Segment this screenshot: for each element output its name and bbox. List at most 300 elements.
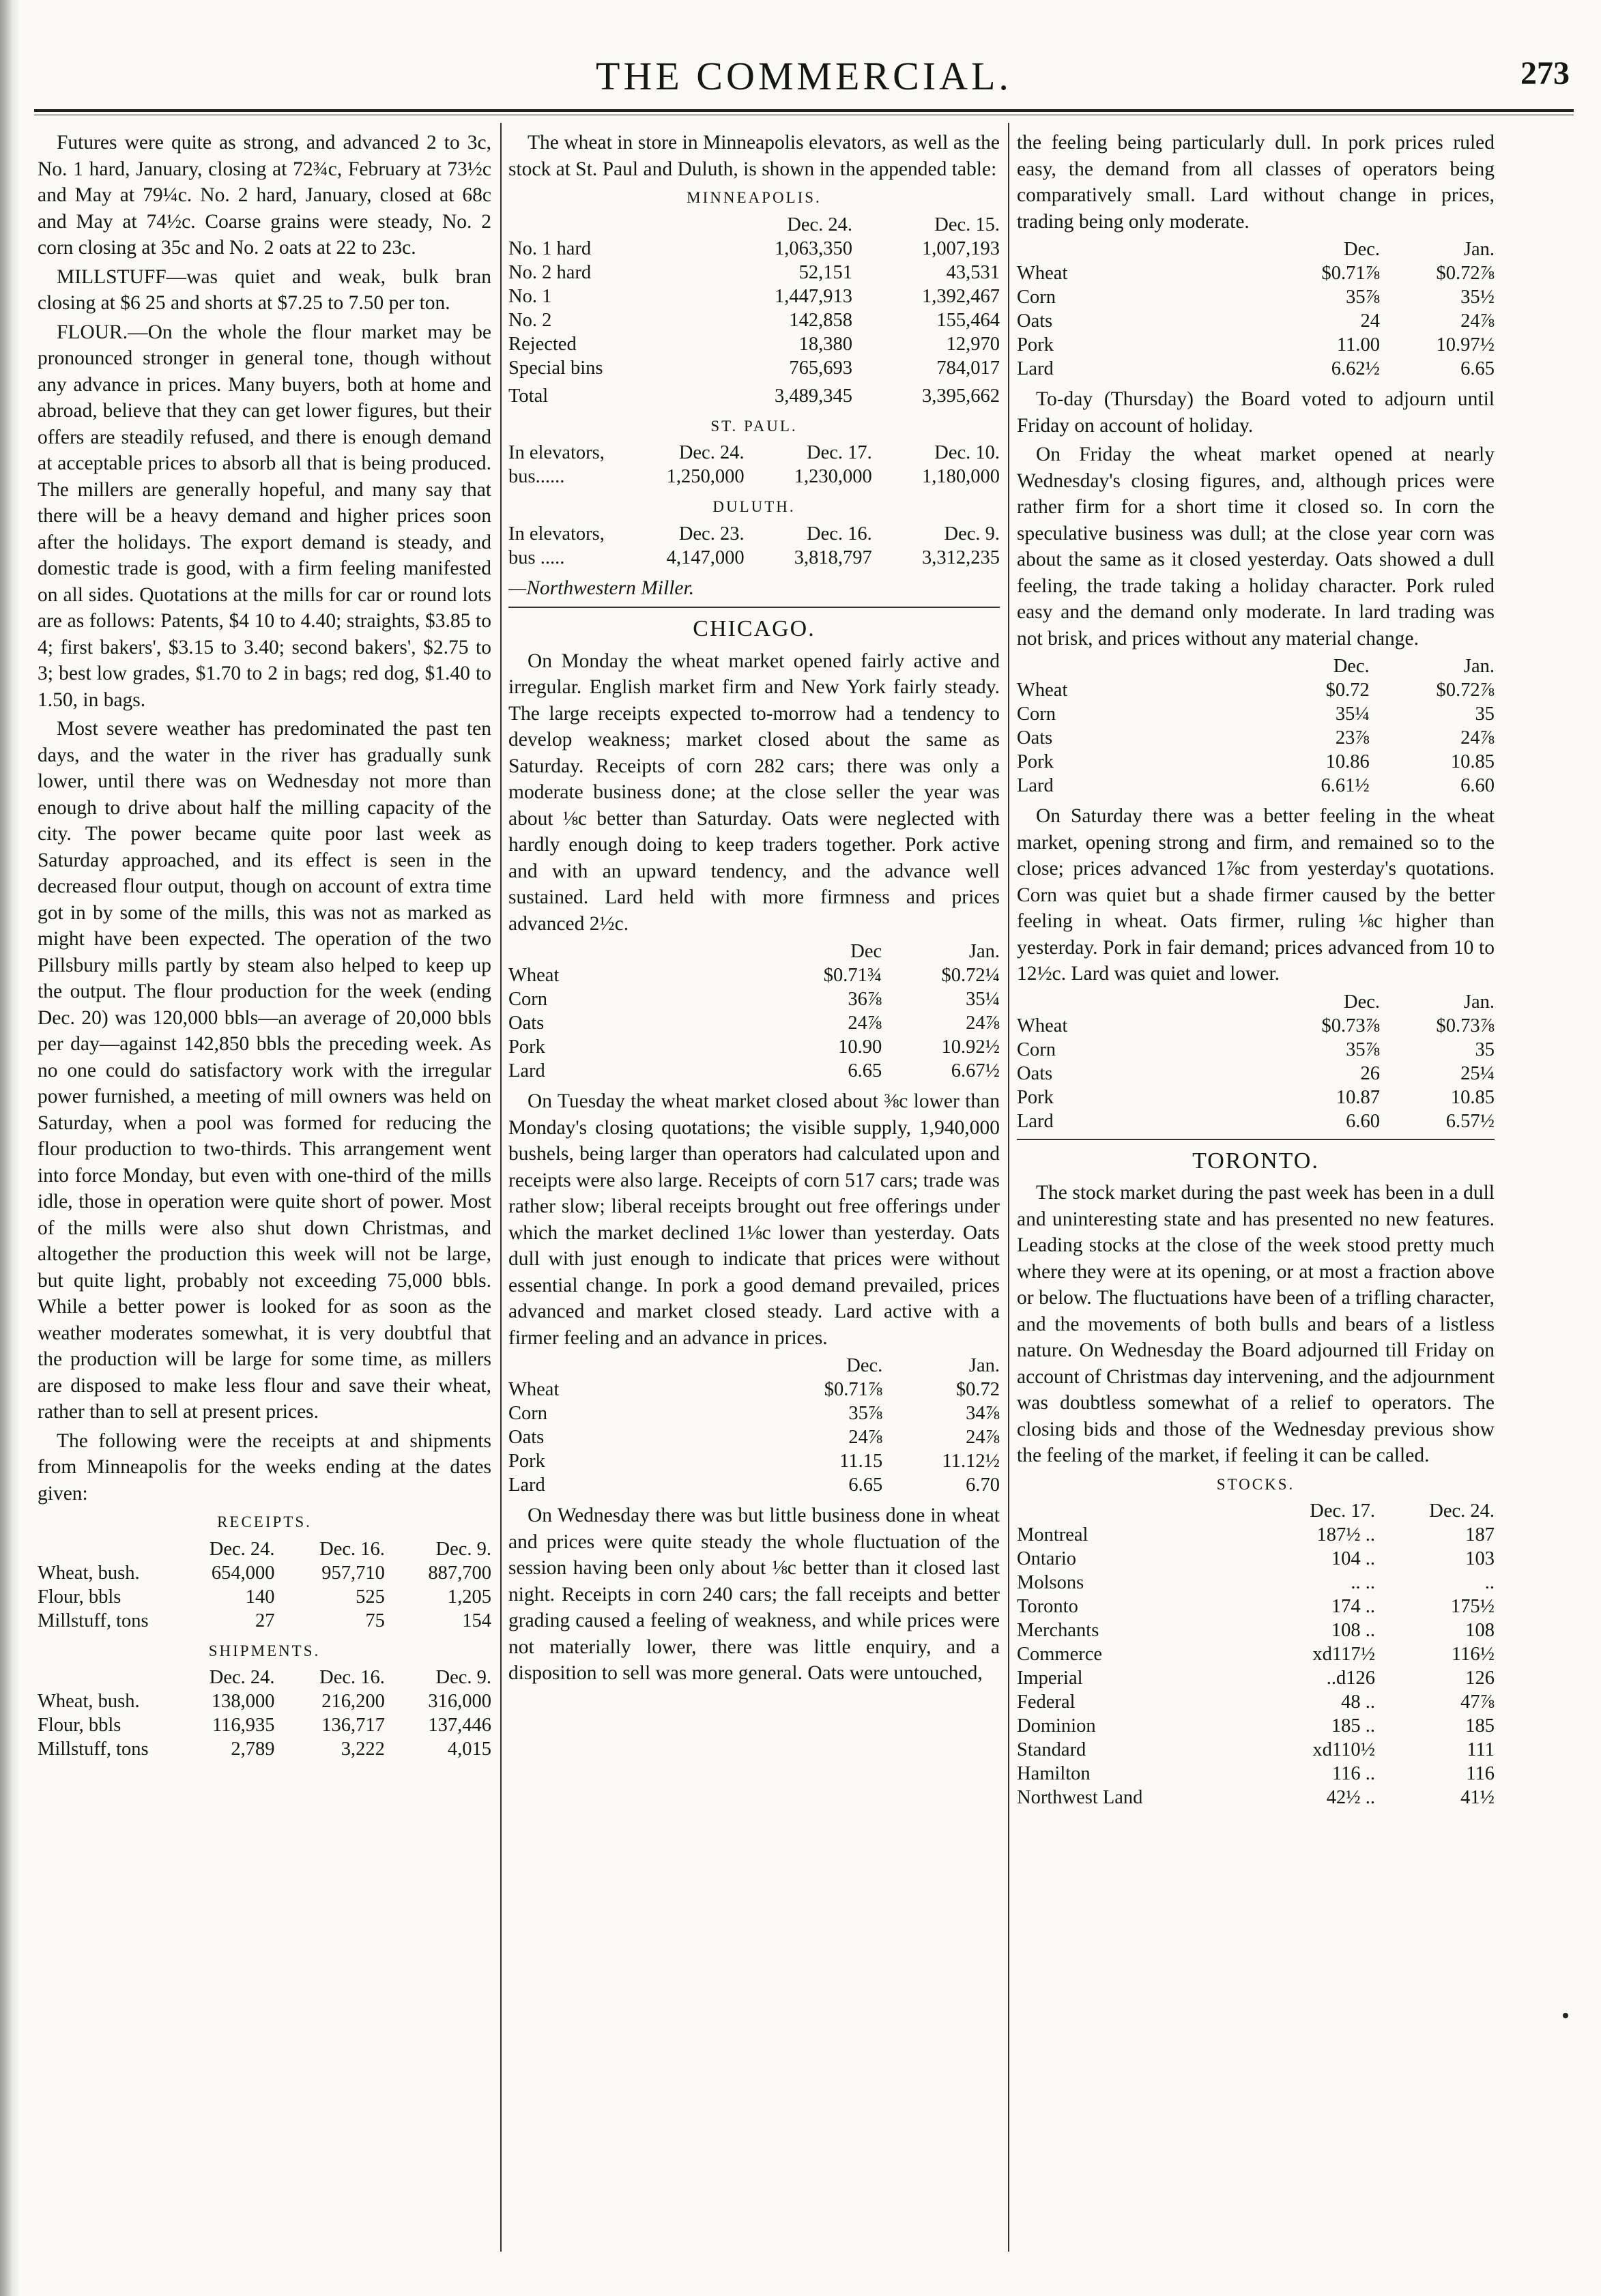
- table-row: [38, 1609, 491, 1633]
- toronto-title: TORONTO.: [1192, 1148, 1319, 1174]
- cell-value: $0.72⅞: [1436, 263, 1495, 284]
- cell-value: 12,970: [946, 333, 1000, 355]
- cell-value: 10.92½: [941, 1036, 1000, 1058]
- cell-value: 6.67½: [951, 1060, 1000, 1081]
- cell-value: 3,489,345: [775, 385, 852, 407]
- cell-value: 34⅞: [966, 1403, 1000, 1424]
- table-row: [508, 237, 1000, 261]
- table-row: [1017, 309, 1495, 333]
- cell-value: $0.72⅞: [1436, 680, 1495, 701]
- row-label: Wheat: [508, 1379, 560, 1400]
- cell-value: 6.60: [1460, 775, 1495, 796]
- table-row: [1017, 1086, 1495, 1109]
- row-label: Lard: [1017, 1110, 1054, 1132]
- row-label: Millstuff, tons: [38, 1739, 149, 1760]
- cell-value: 43,531: [946, 261, 1000, 283]
- paragraph-toronto: The stock market during the past week has been in a dull and uninteresting state and has presented no new features. Leading stocks at the close of the week stood pretty much where they were at its opening, or at most a fraction above or below. The fluctuations have been of a trifling character, and the movements of both bulls and bears of a listless nature. On Wednesday the Board adjourned till Friday on account of Christmas day intervening, and the adjournment was doubtless somewhat of a relief to operators. The closing bids and those of the Wednesday previous show the feeling of the market, if feeling it can be called.: [1017, 1182, 1495, 1466]
- tuesday-prices-table: [508, 1354, 1000, 1497]
- table-header: Dec.: [1343, 991, 1380, 1013]
- cell-value: xd117½: [1312, 1644, 1375, 1665]
- row-label: No. 2 hard: [508, 261, 592, 283]
- table-row: [1017, 750, 1495, 774]
- shipments-table: [38, 1666, 491, 1761]
- cell-value: 10.97½: [1436, 334, 1495, 355]
- cell-value: 75: [365, 1610, 385, 1631]
- row-label: In elevators,: [508, 442, 605, 463]
- table-header: Dec. 9.: [435, 1538, 491, 1560]
- row-label: Wheat: [508, 965, 560, 986]
- cell-value: 1,063,350: [775, 237, 852, 259]
- cell-value: $0.72¼: [941, 965, 1000, 986]
- cell-value: 10.86: [1325, 751, 1370, 772]
- cell-value: 4,015: [447, 1739, 491, 1760]
- table-row: [1017, 1690, 1495, 1714]
- cell-value: 6.65: [848, 1060, 882, 1081]
- row-label: Corn: [508, 989, 547, 1010]
- cell-value: 24⅞: [1460, 310, 1495, 332]
- cell-value: 25¼: [1460, 1062, 1495, 1084]
- row-label: Wheat: [1017, 680, 1068, 701]
- table-row: [1017, 726, 1495, 750]
- cell-value: 35¼: [966, 989, 1000, 1010]
- cell-value: 111: [1467, 1739, 1495, 1760]
- cell-value: $0.71⅞: [824, 1379, 883, 1400]
- cell-value: 35: [1475, 1038, 1495, 1060]
- cell-value: 126: [1465, 1668, 1495, 1689]
- row-label: Imperial: [1017, 1668, 1083, 1689]
- cell-value: 42½ ..: [1326, 1787, 1375, 1808]
- table-row: [508, 963, 1000, 987]
- st-paul-table: [508, 441, 1000, 489]
- friday-prices-table: [1017, 654, 1495, 798]
- publication-title: THE COMMERCIAL.: [596, 54, 1012, 98]
- row-label: Special bins: [508, 357, 603, 379]
- table-row: [1017, 1571, 1495, 1595]
- table-row: [38, 1689, 491, 1713]
- cell-value: 142,858: [789, 309, 852, 331]
- cell-value: .. ..: [1351, 1572, 1375, 1593]
- cell-value: 10.85: [1450, 751, 1495, 772]
- cell-value: 3,312,235: [922, 547, 1000, 568]
- table-row: [1017, 1618, 1495, 1642]
- row-label: No. 2: [508, 309, 552, 331]
- cell-value: 4,147,000: [666, 547, 745, 568]
- table-header: Dec. 17.: [807, 442, 872, 463]
- table-header: Dec.: [1343, 239, 1380, 260]
- row-label: Lard: [508, 1474, 545, 1496]
- minneapolis-title: MINNEAPOLIS.: [687, 189, 822, 206]
- cell-value: 765,693: [789, 357, 852, 379]
- row-label: Corn: [1017, 1038, 1056, 1060]
- cell-value: $0.73⅞: [1436, 1015, 1495, 1036]
- cell-value: 10.85: [1450, 1086, 1495, 1108]
- cell-value: 108 ..: [1331, 1620, 1375, 1641]
- st-paul-title: ST. PAUL.: [710, 417, 798, 435]
- paragraph-tuesday: On Tuesday the wheat market closed about ⅜c lower than Monday's closing quotations; the visible supply, 1,940,000 bushels, being larger than operators had calculated upon and receipts were also large. Receipts of corn 517 cars; trade was rather slow; liberal receipts brought out free offerings under which the market declined 1⅛c lower than yesterday. Oats dull with just enough to indicate that prices were without essential change. In pork a good demand prevailed, prices advanced and market closed steady. Lard active with a firmer feeling and an advance in prices.: [508, 1090, 1000, 1349]
- table-header: Dec. 16.: [319, 1538, 385, 1560]
- duluth-table: [508, 522, 1000, 570]
- table-header: Dec.: [1333, 656, 1370, 677]
- table-header: Dec. 17.: [1310, 1500, 1375, 1522]
- cell-value: 10.87: [1336, 1086, 1380, 1108]
- row-label: bus .....: [508, 547, 565, 568]
- table-header: Dec. 16.: [807, 523, 872, 544]
- row-label: Montreal: [1017, 1524, 1088, 1545]
- paragraph-futures: Futures were quite as strong, and advanced 2 to 3c, No. 1 hard, January, closing at 72¾c, February at 73½c and May at 79¼c. No. 2 hard, January, closed at 68c and May at 74½c. Coarse grains were steady, No. 2 corn closing at 35c and No. 2 oats at 22 to 23c.: [38, 132, 491, 259]
- table-row: [508, 1473, 1000, 1497]
- stocks-table: [1017, 1499, 1495, 1810]
- cell-value: 24⅞: [848, 1013, 882, 1034]
- cell-value: 10.90: [838, 1036, 882, 1058]
- paragraph-saturday: On Saturday there was a better feeling in the wheat market, opening strong and firm, and remained so to the close; prices advanced 1⅞c from yesterday's quotations. Corn was quiet but a shade firmer caused by the better feeling in wheat. Oats firmer, ruling ⅛c higher than yesterday. Pork in fair demand; prices advanced from 10 to 12½c. Lard was quiet and lower.: [1017, 805, 1495, 985]
- cell-value: 136,717: [321, 1715, 385, 1736]
- minneapolis-table: [508, 213, 1000, 408]
- table-header: [508, 213, 705, 237]
- row-label: Wheat, bush.: [38, 1691, 140, 1712]
- row-label: Northwest Land: [1017, 1787, 1143, 1808]
- wednesday-prices-table: [1017, 237, 1495, 381]
- table-header: Jan.: [968, 1355, 1000, 1376]
- table-header: Dec. 15.: [934, 214, 1000, 235]
- cell-value: 103: [1465, 1548, 1495, 1569]
- table-row: [1017, 333, 1495, 357]
- table-row: [1017, 1786, 1495, 1810]
- table-header: Dec. 10.: [934, 442, 1000, 463]
- cell-value: xd110½: [1312, 1739, 1375, 1760]
- row-label: Pork: [1017, 334, 1054, 355]
- table-row: [508, 332, 1000, 356]
- table-row: [508, 1035, 1000, 1059]
- row-label: Lard: [1017, 775, 1054, 796]
- cell-value: $0.72: [955, 1379, 1000, 1400]
- table-header: Dec. 24.: [209, 1538, 275, 1560]
- row-label: Corn: [1017, 287, 1056, 308]
- cell-value: 187: [1465, 1524, 1495, 1545]
- cell-value: 27: [255, 1610, 275, 1631]
- row-label: Molsons: [1017, 1572, 1084, 1593]
- table-row: [1017, 357, 1495, 381]
- table-row: [1017, 1714, 1495, 1738]
- cell-value: 36⅞: [848, 989, 882, 1010]
- cell-value: 216,200: [321, 1691, 385, 1712]
- table-row: [1017, 1738, 1495, 1762]
- cell-value: 35⅞: [1346, 287, 1380, 308]
- cell-value: 155,464: [936, 309, 1000, 331]
- column-1: [38, 130, 491, 2252]
- cell-value: 108: [1465, 1620, 1495, 1641]
- table-row: [1017, 1523, 1495, 1547]
- table-row: [38, 1737, 491, 1761]
- cell-value: 1,230,000: [794, 466, 872, 487]
- table-row: [1017, 1038, 1495, 1062]
- table-row: [1017, 1014, 1495, 1038]
- row-label: Pork: [1017, 1086, 1054, 1108]
- cell-value: 887,700: [428, 1562, 491, 1584]
- header-rule: [34, 109, 1574, 112]
- table-row: [1017, 1547, 1495, 1571]
- cell-value: 116,935: [212, 1715, 275, 1736]
- cell-value: 140: [245, 1586, 275, 1608]
- column-2: [508, 130, 1000, 2252]
- paragraph-friday: On Friday the wheat market opened at nearly Wednesday's closing figures, and, although prices were rather firm for a short time it closed so. In corn the speculative business was dull; at the close year corn was about the same as it closed yesterday. Oats showed a dull feeling, the trade taking a holiday character. Pork ruled easy and the demand only moderate. In lard trading was not brisk, and prices without any material change.: [1017, 444, 1495, 650]
- paragraph-millstuff: MILLSTUFF—was quiet and weak, bulk bran closing at $6 25 and shorts at $7.25 to 7.50 per ton.: [38, 265, 491, 314]
- row-label: Millstuff, tons: [38, 1610, 149, 1631]
- table-row: [1017, 1062, 1495, 1086]
- receipts-table: [38, 1537, 491, 1633]
- row-label: Pork: [508, 1451, 545, 1472]
- total-label: Total: [508, 385, 549, 407]
- monday-prices-table: [508, 940, 1000, 1083]
- table-row: [1017, 261, 1495, 285]
- paragraph-thursday: To-day (Thursday) the Board voted to adjourn until Friday on account of holiday.: [1017, 388, 1495, 437]
- duluth-title: DULUTH.: [712, 498, 796, 515]
- cell-value: 1,180,000: [922, 466, 1000, 487]
- table-header: [1017, 237, 1265, 261]
- paragraph-monday: On Monday the wheat market opened fairly active and irregular. English market firm and New York fairly steady. The large receipts expected to-morrow had a tendency to develop weakness; market closed about the same as Saturday. Receipts of corn 282 cars; there was only a moderate business done; at the close seller the year was about ⅛c better than Saturday. Oats were neglected with hardly enough doing to keep traders together. Pork active and with an upward tendency, and the advance well sustained. Lard held with more firmness and prices advanced 2½c.: [508, 650, 1000, 935]
- row-label: No. 1 hard: [508, 237, 592, 259]
- row-label: Corn: [1017, 703, 1056, 725]
- row-label: Oats: [508, 1013, 545, 1034]
- cell-value: 6.60: [1346, 1110, 1380, 1132]
- cell-value: 6.57½: [1445, 1110, 1495, 1132]
- cell-value: 6.65: [848, 1474, 883, 1496]
- table-row: [508, 465, 1000, 489]
- table-header: [1017, 654, 1265, 678]
- source-credit: —Northwestern Miller.: [508, 577, 695, 599]
- cell-value: $0.71¾: [823, 965, 882, 986]
- row-label: Wheat, bush.: [38, 1562, 140, 1584]
- cell-value: 18,380: [798, 333, 852, 355]
- cell-value: 23⅞: [1335, 727, 1370, 749]
- cell-value: ..: [1484, 1572, 1495, 1593]
- table-row: [38, 1585, 491, 1609]
- row-label: Merchants: [1017, 1620, 1099, 1641]
- table-row: [508, 261, 1000, 285]
- page-binding-edge: [0, 0, 20, 2296]
- cell-value: 48 ..: [1341, 1691, 1375, 1713]
- column-3: [1017, 130, 1495, 2252]
- cell-value: ..d126: [1326, 1668, 1375, 1689]
- cell-value: 47⅞: [1460, 1691, 1495, 1713]
- cell-value: 316,000: [428, 1691, 491, 1712]
- table-header: Dec. 23.: [678, 523, 745, 544]
- cell-value: 187½ ..: [1316, 1524, 1375, 1545]
- row-label: Toronto: [1017, 1596, 1078, 1617]
- cell-value: 525: [356, 1586, 385, 1608]
- table-header: Jan.: [1463, 239, 1495, 260]
- paragraph-elevators-intro: The wheat in store in Minneapolis elevators, as well as the stock at St. Paul and Duluth, is shown in the appended table:: [508, 132, 1000, 180]
- table-header: [1017, 990, 1265, 1014]
- cell-value: 154: [462, 1610, 491, 1631]
- table-row: [508, 1011, 1000, 1035]
- cell-value: 24⅞: [1460, 727, 1495, 749]
- shipments-title: SHIPMENTS.: [208, 1642, 321, 1659]
- cell-value: 11.12½: [942, 1451, 1000, 1472]
- table-row: [508, 356, 1000, 380]
- row-label: Dominion: [1017, 1715, 1096, 1736]
- row-label: Commerce: [1017, 1644, 1103, 1665]
- table-header: [508, 1354, 764, 1378]
- row-label: Flour, bbls: [38, 1586, 121, 1608]
- cell-value: 137,446: [428, 1715, 491, 1736]
- table-row: [1017, 1642, 1495, 1666]
- row-label: Hamilton: [1017, 1763, 1091, 1784]
- table-header: Dec. 9.: [435, 1667, 491, 1688]
- cell-value: 35¼: [1335, 703, 1370, 725]
- cell-value: 24: [1360, 310, 1380, 332]
- row-label: Wheat: [1017, 263, 1068, 284]
- row-label: Oats: [508, 1427, 545, 1448]
- row-label: Oats: [1017, 727, 1053, 749]
- cell-value: $0.71⅞: [1321, 263, 1380, 284]
- row-label: bus......: [508, 466, 565, 487]
- table-row: [38, 1713, 491, 1737]
- section-rule: [508, 607, 1000, 608]
- row-label: Ontario: [1017, 1548, 1077, 1569]
- row-label: Oats: [1017, 1062, 1053, 1084]
- cell-value: 35½: [1460, 287, 1495, 308]
- table-header: Dec. 24.: [678, 442, 745, 463]
- table-header: Jan.: [1463, 991, 1495, 1013]
- receipts-title: RECEIPTS.: [217, 1513, 312, 1530]
- table-row: [1017, 1666, 1495, 1690]
- table-row: [508, 1059, 1000, 1083]
- cell-value: $0.73⅞: [1321, 1015, 1380, 1036]
- table-header: Dec. 16.: [319, 1667, 385, 1688]
- row-label: Pork: [508, 1036, 545, 1058]
- cell-value: 3,818,797: [794, 547, 872, 568]
- table-row: [1017, 1595, 1495, 1618]
- cell-value: 116: [1466, 1763, 1495, 1784]
- paragraph-receipts-intro: The following were the receipts at and shipments from Minneapolis for the weeks ending at the dates given:: [38, 1429, 491, 1505]
- cell-value: 1,447,913: [775, 285, 852, 307]
- table-row: [508, 546, 1000, 570]
- column-divider: [500, 123, 502, 2252]
- cell-value: 24⅞: [966, 1013, 1000, 1034]
- cell-value: $0.72: [1325, 680, 1370, 701]
- cell-value: 1,205: [447, 1586, 491, 1608]
- cell-value: 2,789: [231, 1739, 275, 1760]
- table-row: [508, 1378, 1000, 1401]
- table-header: Dec. 24.: [1429, 1500, 1495, 1522]
- cell-value: 1,007,193: [922, 237, 1000, 259]
- cell-value: 116 ..: [1331, 1763, 1375, 1784]
- cell-value: 6.62½: [1331, 358, 1380, 379]
- cell-value: 957,710: [321, 1562, 385, 1584]
- cell-value: 175½: [1450, 1596, 1495, 1617]
- table-header: Dec. 24.: [787, 214, 852, 235]
- row-label: Corn: [508, 1403, 547, 1424]
- saturday-prices-table: [1017, 990, 1495, 1133]
- cell-value: 174 ..: [1331, 1596, 1375, 1617]
- table-header: Dec.: [846, 1355, 883, 1376]
- cell-value: 116½: [1451, 1644, 1495, 1665]
- cell-value: 52,151: [798, 261, 852, 283]
- cell-value: 6.70: [966, 1474, 1000, 1496]
- table-row: [508, 1425, 1000, 1449]
- paragraph-wednesday: On Wednesday there was but little business done in wheat and prices were quite steady the whole fluctuation of the session having been only about ⅛c better than it closed last night. Receipts in corn 240 cars; the fall receipts and better grading caused a feeling of weakness, and while prices were not materially lower, there was little enquiry, and a disposition to sell was more general. Oats were untouched,: [508, 1505, 1000, 1684]
- table-row: [1017, 678, 1495, 702]
- table-row: [508, 308, 1000, 332]
- row-label: No. 1: [508, 285, 552, 307]
- table-row: [1017, 1109, 1495, 1133]
- table-header: Jan.: [1463, 656, 1495, 677]
- cell-value: 6.61½: [1321, 775, 1370, 796]
- table-header: Dec. 24.: [209, 1667, 275, 1688]
- cell-value: 24⅞: [848, 1427, 883, 1448]
- column-divider: [1008, 123, 1009, 2252]
- cell-value: 41½: [1460, 1787, 1495, 1808]
- cell-value: 185 ..: [1331, 1715, 1375, 1736]
- table-row: [508, 1401, 1000, 1425]
- chicago-title: CHICAGO.: [693, 616, 816, 641]
- row-label: In elevators,: [508, 523, 605, 544]
- table-header: Dec: [850, 941, 882, 962]
- cell-value: 11.00: [1336, 334, 1380, 355]
- table-header: [38, 1537, 164, 1561]
- stocks-title: STOCKS.: [1216, 1475, 1295, 1493]
- cell-value: 11.15: [839, 1451, 883, 1472]
- table-row: [508, 1449, 1000, 1473]
- cell-value: 185: [1465, 1715, 1495, 1736]
- table-header: [1017, 1499, 1256, 1523]
- cell-value: 3,222: [341, 1739, 385, 1760]
- ink-speck: [1563, 2013, 1568, 2018]
- cell-value: 654,000: [211, 1562, 275, 1584]
- cell-value: 138,000: [211, 1691, 275, 1712]
- row-label: Wheat: [1017, 1015, 1068, 1036]
- table-row: [508, 285, 1000, 308]
- page-number: 273: [1520, 55, 1570, 91]
- row-label: Oats: [1017, 310, 1053, 332]
- cell-value: 784,017: [936, 357, 1000, 379]
- cell-value: 35: [1475, 703, 1495, 725]
- table-header: [38, 1666, 164, 1689]
- cell-value: 104 ..: [1331, 1548, 1375, 1569]
- table-row: [38, 1561, 491, 1585]
- row-label: Federal: [1017, 1691, 1076, 1713]
- page-header: [34, 48, 1574, 116]
- cell-value: 35⅞: [1346, 1038, 1380, 1060]
- table-header: [508, 940, 764, 963]
- cell-value: 3,395,662: [922, 385, 1000, 407]
- cell-value: 1,250,000: [666, 466, 745, 487]
- table-row: [1017, 702, 1495, 726]
- total-row: [508, 380, 1000, 408]
- table-header: Jan.: [968, 941, 1000, 962]
- row-label: Rejected: [508, 333, 577, 355]
- paragraph-wednesday-cont: the feeling being particularly dull. In pork prices ruled easy, the demand from all classes of operators being comparatively small. Lard without change in prices, trading being only moderate.: [1017, 132, 1495, 233]
- table-header: Dec. 9.: [944, 523, 1000, 544]
- row-label: Pork: [1017, 751, 1054, 772]
- cell-value: 6.65: [1460, 358, 1495, 379]
- row-label: Standard: [1017, 1739, 1086, 1760]
- table-row: [1017, 774, 1495, 798]
- cell-value: 24⅞: [966, 1427, 1000, 1448]
- cell-value: 26: [1360, 1062, 1380, 1084]
- row-label: Lard: [508, 1060, 545, 1081]
- cell-value: 1,392,467: [922, 285, 1000, 307]
- paragraph-weather: Most severe weather has predominated the past ten days, and the water in the river has gradually sunk lower, until there was on Wednesday not more than enough to drive about half the milling capacity of the city. The power became quite poor last week as Saturday approached, and its effect is seen in the decreased flour output, though on account of extra time got in by some of the mills, this was not as marked as might have been expected. The operation of the two Pillsbury mills partly by steam also helped to keep up the output. The flour production for the week (ending Dec. 20) was 120,000 bbls—an average of 20,000 bbls per day—against 142,850 bbls the preceding week. As no one could do satisfactory work with the irregular power furnished, a meeting of mill owners was held on Saturday, when a pool was formed for reducing the flour production to two-thirds. This arrangement went into force Monday, but even with one-third of the mills idle, those in operation were quite short of power. Most of the mills were also shut down Christmas, and altogether the production this week will not be large, but quite light, probably not exceeding 75,000 bbls. While a better power is looked for as soon as the weather moderates somewhat, it is very doubtful that the production will be large for some time, as millers are disposed to make less flour and save their wheat, rather than to sell at present prices.: [38, 718, 491, 1423]
- paragraph-flour: FLOUR.—On the whole the flour market may be pronounced stronger in general tone, though without any advance in prices. Many buyers, both at home and abroad, believe that they can get lower figures, but their offers are steadily refused, and there is enough demand at acceptable prices to absorb all that is being produced. The millers are generally hopeful, and many say that there will be a heavy demand and higher prices soon after the holidays. The export demand is steady, and domestic trade is good, with a firm feeling manifested on all sides. Quotations at the mills for car or round lots are as follows: Patents, $4 10 to 4.40; straights, $3.85 to 4; first bakers', $3.15 to 3.40; second bakers', $2.75 to 3; best low grades, $1.70 to 2 in bags; red dog, $1.40 to 1.50, in bags.: [38, 321, 491, 711]
- section-rule: [1017, 1139, 1495, 1140]
- row-label: Flour, bbls: [38, 1715, 121, 1736]
- table-row: [1017, 1762, 1495, 1786]
- table-row: [508, 987, 1000, 1011]
- row-label: Lard: [1017, 358, 1054, 379]
- cell-value: 35⅞: [848, 1403, 883, 1424]
- table-row: [1017, 285, 1495, 309]
